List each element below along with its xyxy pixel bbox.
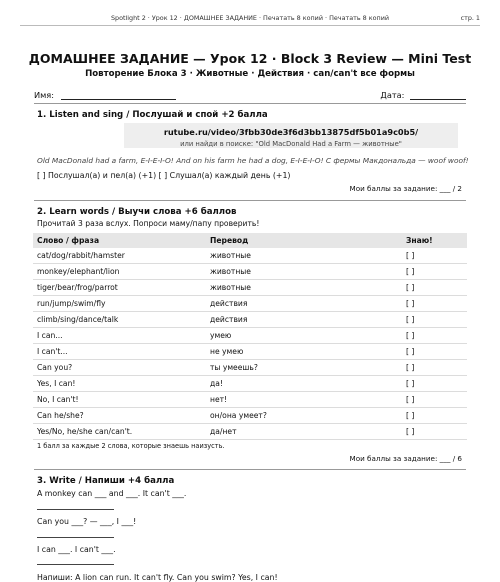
column-header-know: Знаю! <box>402 233 467 248</box>
table-row <box>33 296 467 312</box>
know-checkbox[interactable]: [ ] <box>402 344 467 360</box>
know-checkbox[interactable]: [ ] <box>402 360 467 376</box>
column-header-word: Слово / фраза <box>33 233 206 248</box>
column-header-translation: Перевод <box>206 233 402 248</box>
table-row <box>33 280 467 296</box>
page-subtitle: Повторение Блока 3 · Животные · Действия · can/can't все формы <box>85 69 415 79</box>
table-row <box>33 360 467 376</box>
translation-cell: умею <box>206 328 402 344</box>
know-checkbox[interactable]: [ ] <box>402 328 467 344</box>
write-prompt-1: A monkey can ___ and ___. It can't ___. <box>37 489 187 498</box>
divider <box>34 103 466 104</box>
table-row <box>33 408 467 424</box>
know-checkbox[interactable]: [ ] <box>402 280 467 296</box>
running-header <box>20 14 480 22</box>
word-cell: No, I can't! <box>33 392 206 408</box>
translation-cell: он/она умеет? <box>206 408 402 424</box>
translation-cell: действия <box>206 312 402 328</box>
translation-cell: не умею <box>206 344 402 360</box>
translation-cell: действия <box>206 296 402 312</box>
answer-line-1[interactable] <box>37 509 114 510</box>
translation-cell: животные <box>206 280 402 296</box>
answer-line-2[interactable] <box>37 537 114 538</box>
section3-title: 3. Write / Напиши +4 балла <box>37 476 175 486</box>
word-cell: cat/dog/rabbit/hamster <box>33 248 206 264</box>
word-cell: Can you? <box>33 360 206 376</box>
know-checkbox[interactable]: [ ] <box>402 264 467 280</box>
word-cell: I can't... <box>33 344 206 360</box>
know-checkbox[interactable]: [ ] <box>402 392 467 408</box>
word-cell: I can... <box>33 328 206 344</box>
word-cell: Yes/No, he/she can/can't. <box>33 424 206 440</box>
know-checkbox[interactable]: [ ] <box>402 248 467 264</box>
translation-cell: животные <box>206 248 402 264</box>
running-header-text: Spotlight 2 · Урок 12 · ДОМАШНЕЕ ЗАДАНИЕ · Печатать 8 копий · Печатать 8 копий <box>110 14 390 22</box>
table-row <box>33 312 467 328</box>
table-row <box>33 424 467 440</box>
word-cell: run/jump/swim/fly <box>33 296 206 312</box>
write-example: Напиши: A lion can run. It can't fly. Can you swim? Yes, I can! <box>37 573 278 582</box>
table-row <box>33 344 467 360</box>
section2-title: 2. Learn words / Выучи слова +6 баллов <box>37 207 237 217</box>
name-date-row <box>34 90 466 100</box>
name-label: Имя: <box>34 90 54 100</box>
write-prompt-2: Can you ___? — ___, I ___! <box>37 517 137 526</box>
table-row <box>33 376 467 392</box>
write-prompt-3: I can ___. I can't ___. <box>37 545 116 554</box>
scoring-note: 1 балл за каждые 2 слова, которые знаешь наизусть. <box>37 442 225 450</box>
section1-score: Мои баллы за задание: ___ / 2 <box>349 184 462 193</box>
know-checkbox[interactable]: [ ] <box>402 312 467 328</box>
word-cell: climb/sing/dance/talk <box>33 312 206 328</box>
word-cell: Yes, I can! <box>33 376 206 392</box>
translation-cell: да! <box>206 376 402 392</box>
header-divider <box>20 25 480 26</box>
table-row <box>33 248 467 264</box>
word-cell: Can he/she? <box>33 408 206 424</box>
video-link-box <box>124 123 458 148</box>
name-field[interactable] <box>61 91 176 100</box>
know-checkbox[interactable]: [ ] <box>402 424 467 440</box>
table-header-row <box>33 233 467 248</box>
section2-score: Мои баллы за задание: ___ / 6 <box>349 454 462 463</box>
word-cell: tiger/bear/frog/parrot <box>33 280 206 296</box>
translation-cell: ты умеешь? <box>206 360 402 376</box>
section2-instruction: Прочитай 3 раза вслух. Попроси маму/папу проверить! <box>37 219 260 228</box>
date-field[interactable] <box>410 91 466 100</box>
section1-checkboxes[interactable]: [ ] Послушал(а) и пел(а) (+1) [ ] Слушал(а) каждый день (+1) <box>37 171 291 180</box>
word-cell: monkey/elephant/lion <box>33 264 206 280</box>
page-title: ДОМАШНЕЕ ЗАДАНИЕ — Урок 12 · Block 3 Review — Mini Test <box>28 51 472 66</box>
page-number: стр. 1 <box>460 14 480 22</box>
divider <box>34 469 466 470</box>
translation-cell: да/нет <box>206 424 402 440</box>
divider <box>34 200 466 201</box>
translation-cell: животные <box>206 264 402 280</box>
know-checkbox[interactable]: [ ] <box>402 408 467 424</box>
section1-title: 1. Listen and sing / Послушай и спой +2 балла <box>37 110 268 120</box>
know-checkbox[interactable]: [ ] <box>402 376 467 392</box>
table-row <box>33 264 467 280</box>
table-row <box>33 328 467 344</box>
know-checkbox[interactable]: [ ] <box>402 296 467 312</box>
video-url[interactable]: rutube.ru/video/3fbb30de3f6d3bb13875df5b01a9c0b5/ <box>163 127 419 137</box>
date-label: Дата: <box>380 90 405 100</box>
answer-line-3[interactable] <box>37 564 114 565</box>
date-group <box>380 90 466 100</box>
vocabulary-table <box>33 233 467 440</box>
search-hint: или найди в поиске: "Old MacDonald Had a Farm — животные" <box>180 140 402 148</box>
table-row <box>33 392 467 408</box>
translation-cell: нет! <box>206 392 402 408</box>
song-lyrics: Old MacDonald had a farm, E-I-E-I-O! And on his farm he had a dog, E-I-E-I-O! С фермы Макдональда — woof woof! <box>37 156 469 165</box>
